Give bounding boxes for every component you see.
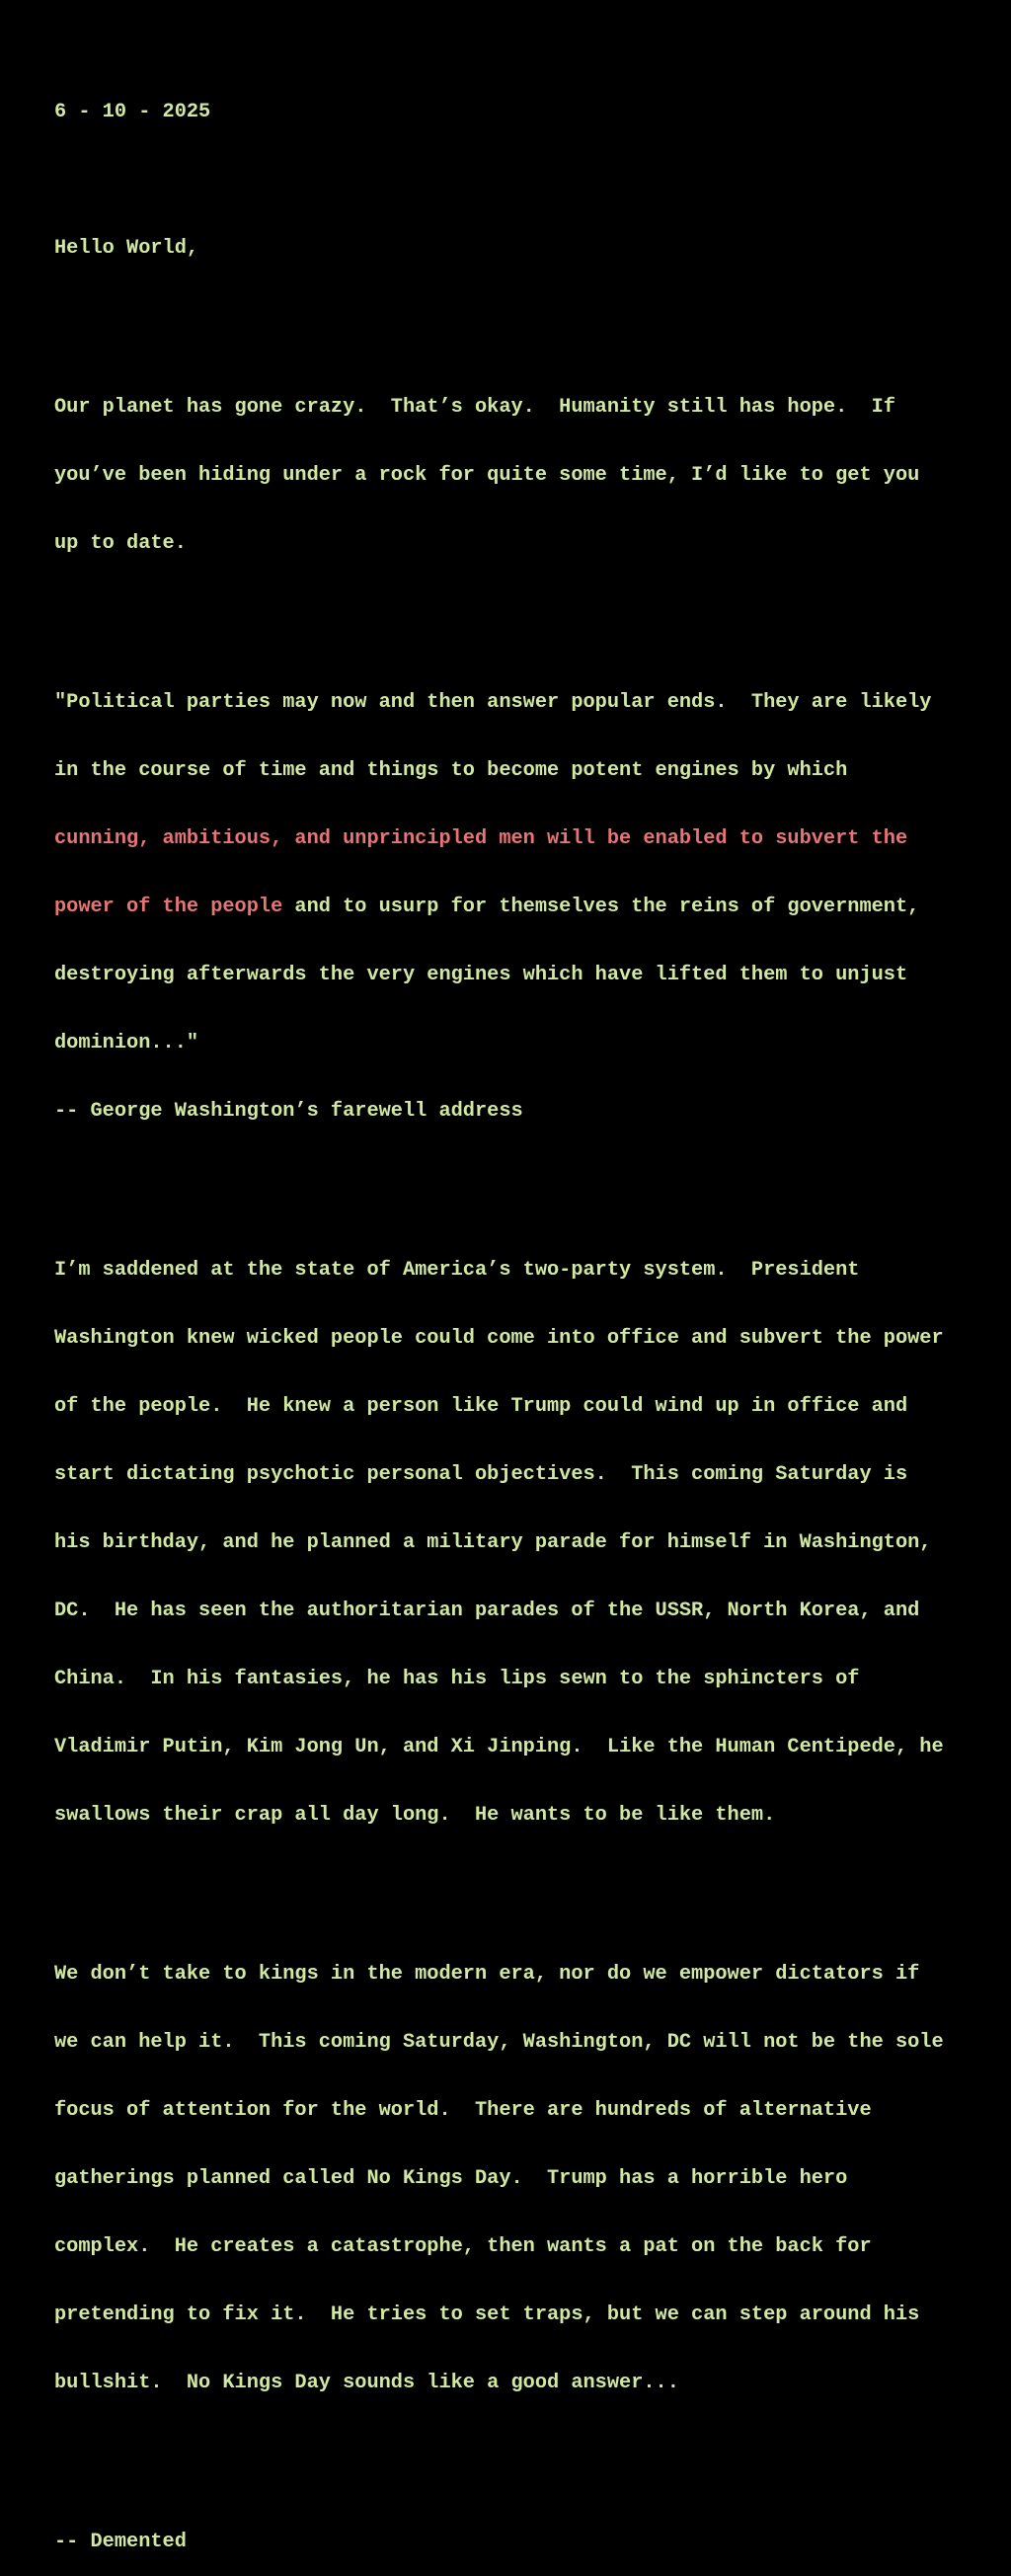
spacer [54,2440,982,2462]
paragraph-line: China. In his fantasies, he has his lips sewn to the sphincters of [54,1668,860,1690]
letter-signature: -- Demented [54,2531,187,2553]
paragraph-line: of the people. He knew a person like Trump could wind up in office and [54,1395,908,1418]
paragraph-line: start dictating psychotic personal objectives. This coming Saturday is [54,1463,908,1486]
paragraph-line: swallows their crap all day long. He wants to be like them. [54,1804,776,1827]
letter-date: 6 - 10 - 2025 [54,101,211,123]
intro-line: Our planet has gone crazy. That’s okay. Humanity still has hope. If [54,396,895,419]
paragraph-line: we can help it. This coming Saturday, Washington, DC will not be the sole [54,2031,944,2054]
spacer [54,1168,982,1191]
quote-highlight-fragment: power of the people [54,896,283,918]
paragraph-line: We don’t take to kings in the modern era, nor do we empower dictators if [54,1963,920,1986]
paragraph-line: DC. He has seen the authoritarian parades of the USSR, North Korea, and [54,1600,920,1622]
letter-document [54,55,982,2576]
quote-line: dominion..." [54,1032,199,1054]
paragraph-line: complex. He creates a catastrophe, then wants a pat on the back for [54,2235,872,2258]
paragraph-line: Vladimir Putin, Kim Jong Un, and Xi Jinping. Like the Human Centipede, he [54,1736,944,1758]
spacer [54,305,982,328]
spacer [54,600,982,623]
quote-attribution: -- George Washington’s farewell address [54,1100,523,1123]
quote-line: "Political parties may now and then answer popular ends. They are likely [54,691,932,714]
paragraph-line: pretending to fix it. He tries to set traps, but we can step around his [54,2303,920,2326]
paragraph-line: his birthday, and he planned a military parade for himself in Washington, [54,1531,932,1554]
quote-fragment: and to usurp for themselves the reins of government, [282,896,920,918]
letter-greeting: Hello World, [54,237,199,260]
paragraph-line: I’m saddened at the state of America’s two-party system. President [54,1259,860,1282]
quote-highlight-line: cunning, ambitious, and unprincipled men will be enabled to subvert the [54,827,908,850]
quote-mixed-line [54,896,982,918]
paragraph-line: Washington knew wicked people could come into office and subvert the power [54,1327,944,1350]
quote-line: in the course of time and things to become potent engines by which [54,759,848,782]
intro-line: up to date. [54,532,187,555]
spacer [54,1872,982,1895]
paragraph-line: gatherings planned called No Kings Day. Trump has a horrible hero [54,2167,848,2190]
spacer [54,169,982,192]
paragraph-line: focus of attention for the world. There are hundreds of alternative [54,2099,872,2122]
paragraph-line: bullshit. No Kings Day sounds like a good answer... [54,2372,679,2394]
intro-line: you’ve been hiding under a rock for quite some time, I’d like to get you [54,464,920,487]
quote-line: destroying afterwards the very engines which have lifted them to unjust [54,964,908,986]
